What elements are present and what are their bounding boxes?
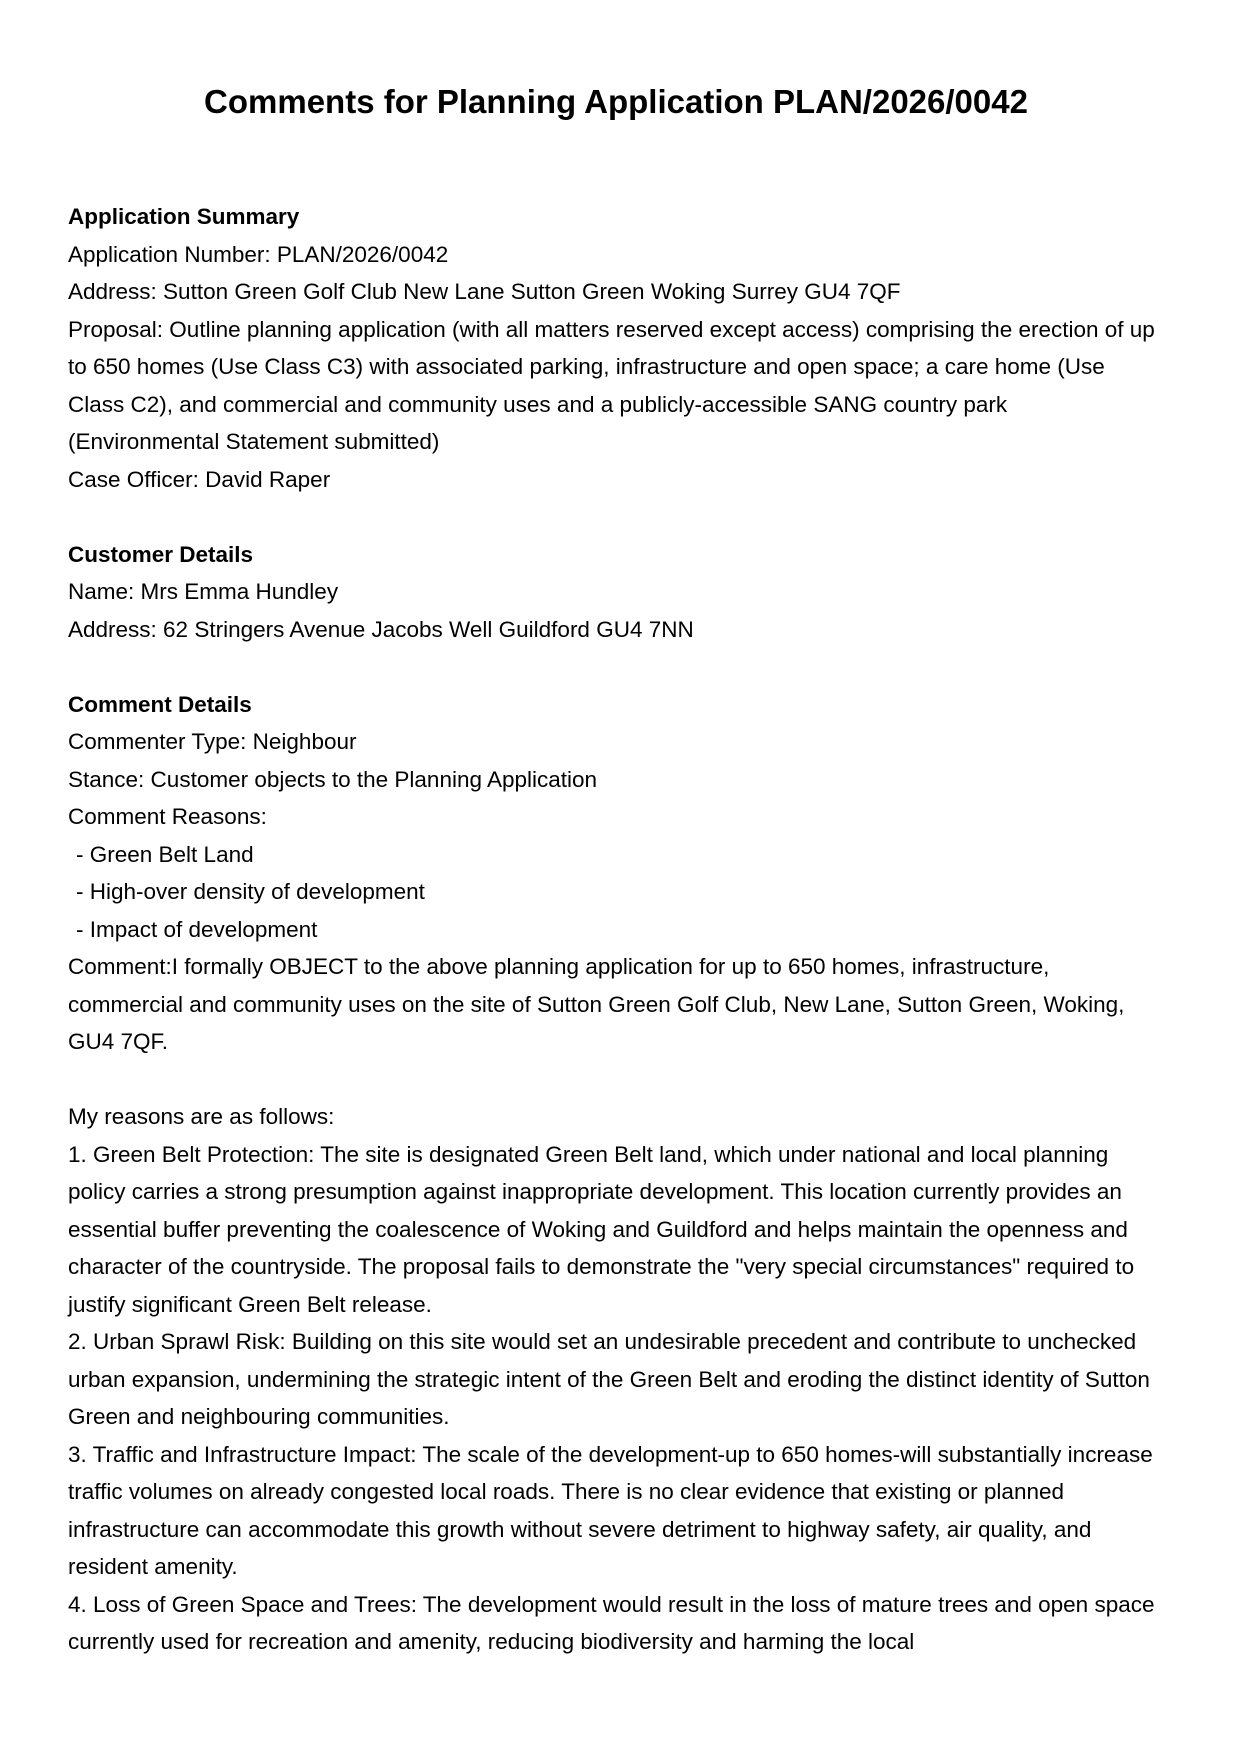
case-officer: Case Officer: David Raper — [68, 466, 331, 492]
application-summary-heading: Application Summary — [68, 204, 300, 229]
objection-point: 4. Loss of Green Space and Trees: The development would result in the loss of mature trees and open space currently used for recreation and amenity, reducing biodiversity and harming the local — [68, 1591, 1155, 1654]
section-gap — [68, 498, 1164, 536]
customer-details-heading: Customer Details — [68, 541, 254, 567]
commenter-stance: Stance: Customer objects to the Planning Application — [68, 766, 598, 792]
application-summary-section — [68, 198, 1164, 498]
comment-details-section — [68, 686, 1164, 1661]
commenter-type: Commenter Type: Neighbour — [68, 729, 357, 754]
application-proposal: Proposal: Outline planning application (with all matters reserved except access) comprising the erection of up to 650 homes (Use Class C3) with associated parking, infrastructure and open space; a care home (Use Class C2), and commercial and community uses and a publicly-accessible SANG country park (Environmental Statement submitted) — [68, 316, 1155, 454]
comment-reason-item: - High-over density of development — [76, 879, 425, 904]
paragraph-gap — [68, 1061, 1164, 1099]
customer-address: Address: 62 Stringers Avenue Jacobs Well Guildford GU4 7NN — [68, 616, 694, 642]
application-address: Address: Sutton Green Golf Club New Lane Sutton Green Woking Surrey GU4 7QF — [68, 279, 901, 304]
objection-point: 2. Urban Sprawl Risk: Building on this site would set an undesirable precedent and contribute to unchecked urban expansion, undermining the strategic intent of the Green Belt and eroding the distinct identity of Sutton Green and neighbouring communities. — [68, 1329, 1150, 1429]
reasons-intro: My reasons are as follows: — [68, 1104, 335, 1129]
comment-reason-item: - Impact of development — [76, 916, 318, 942]
application-number: Application Number: PLAN/2026/0042 — [68, 241, 449, 267]
customer-name: Name: Mrs Emma Hundley — [68, 579, 339, 604]
comment-reason-item: - Green Belt Land — [76, 841, 254, 867]
document-title: Comments for Planning Application PLAN/2026/0042 — [204, 83, 1028, 120]
comment-details-heading: Comment Details — [68, 691, 252, 717]
objection-point: 1. Green Belt Protection: The site is designated Green Belt land, which under national and local planning policy carries a strong presumption against inappropriate development. This location currently provides an essential buffer preventing the coalescence of Woking and Guildford and helps maintain the openness and character of the countryside. The proposal fails to demonstrate the "very special circumstances" required to justify significant Green Belt release. — [68, 1141, 1135, 1317]
comment-reasons-label: Comment Reasons: — [68, 804, 267, 829]
objection-point: 3. Traffic and Infrastructure Impact: The scale of the development-up to 650 homes-will substantially increase traffic volumes on already congested local roads. There is no clear evidence that existing or planned infrastructure can accommodate this growth without severe detriment to highway safety, air quality, and resident amenity. — [68, 1441, 1153, 1579]
customer-details-section — [68, 536, 1164, 649]
comment-text: Comment:I formally OBJECT to the above planning application for up to 650 homes, infrastructure, commercial and community uses on the site of Sutton Green Golf Club, New Lane, Sutton Green, Woking, GU4 7QF. — [68, 954, 1125, 1054]
section-gap — [68, 648, 1164, 686]
